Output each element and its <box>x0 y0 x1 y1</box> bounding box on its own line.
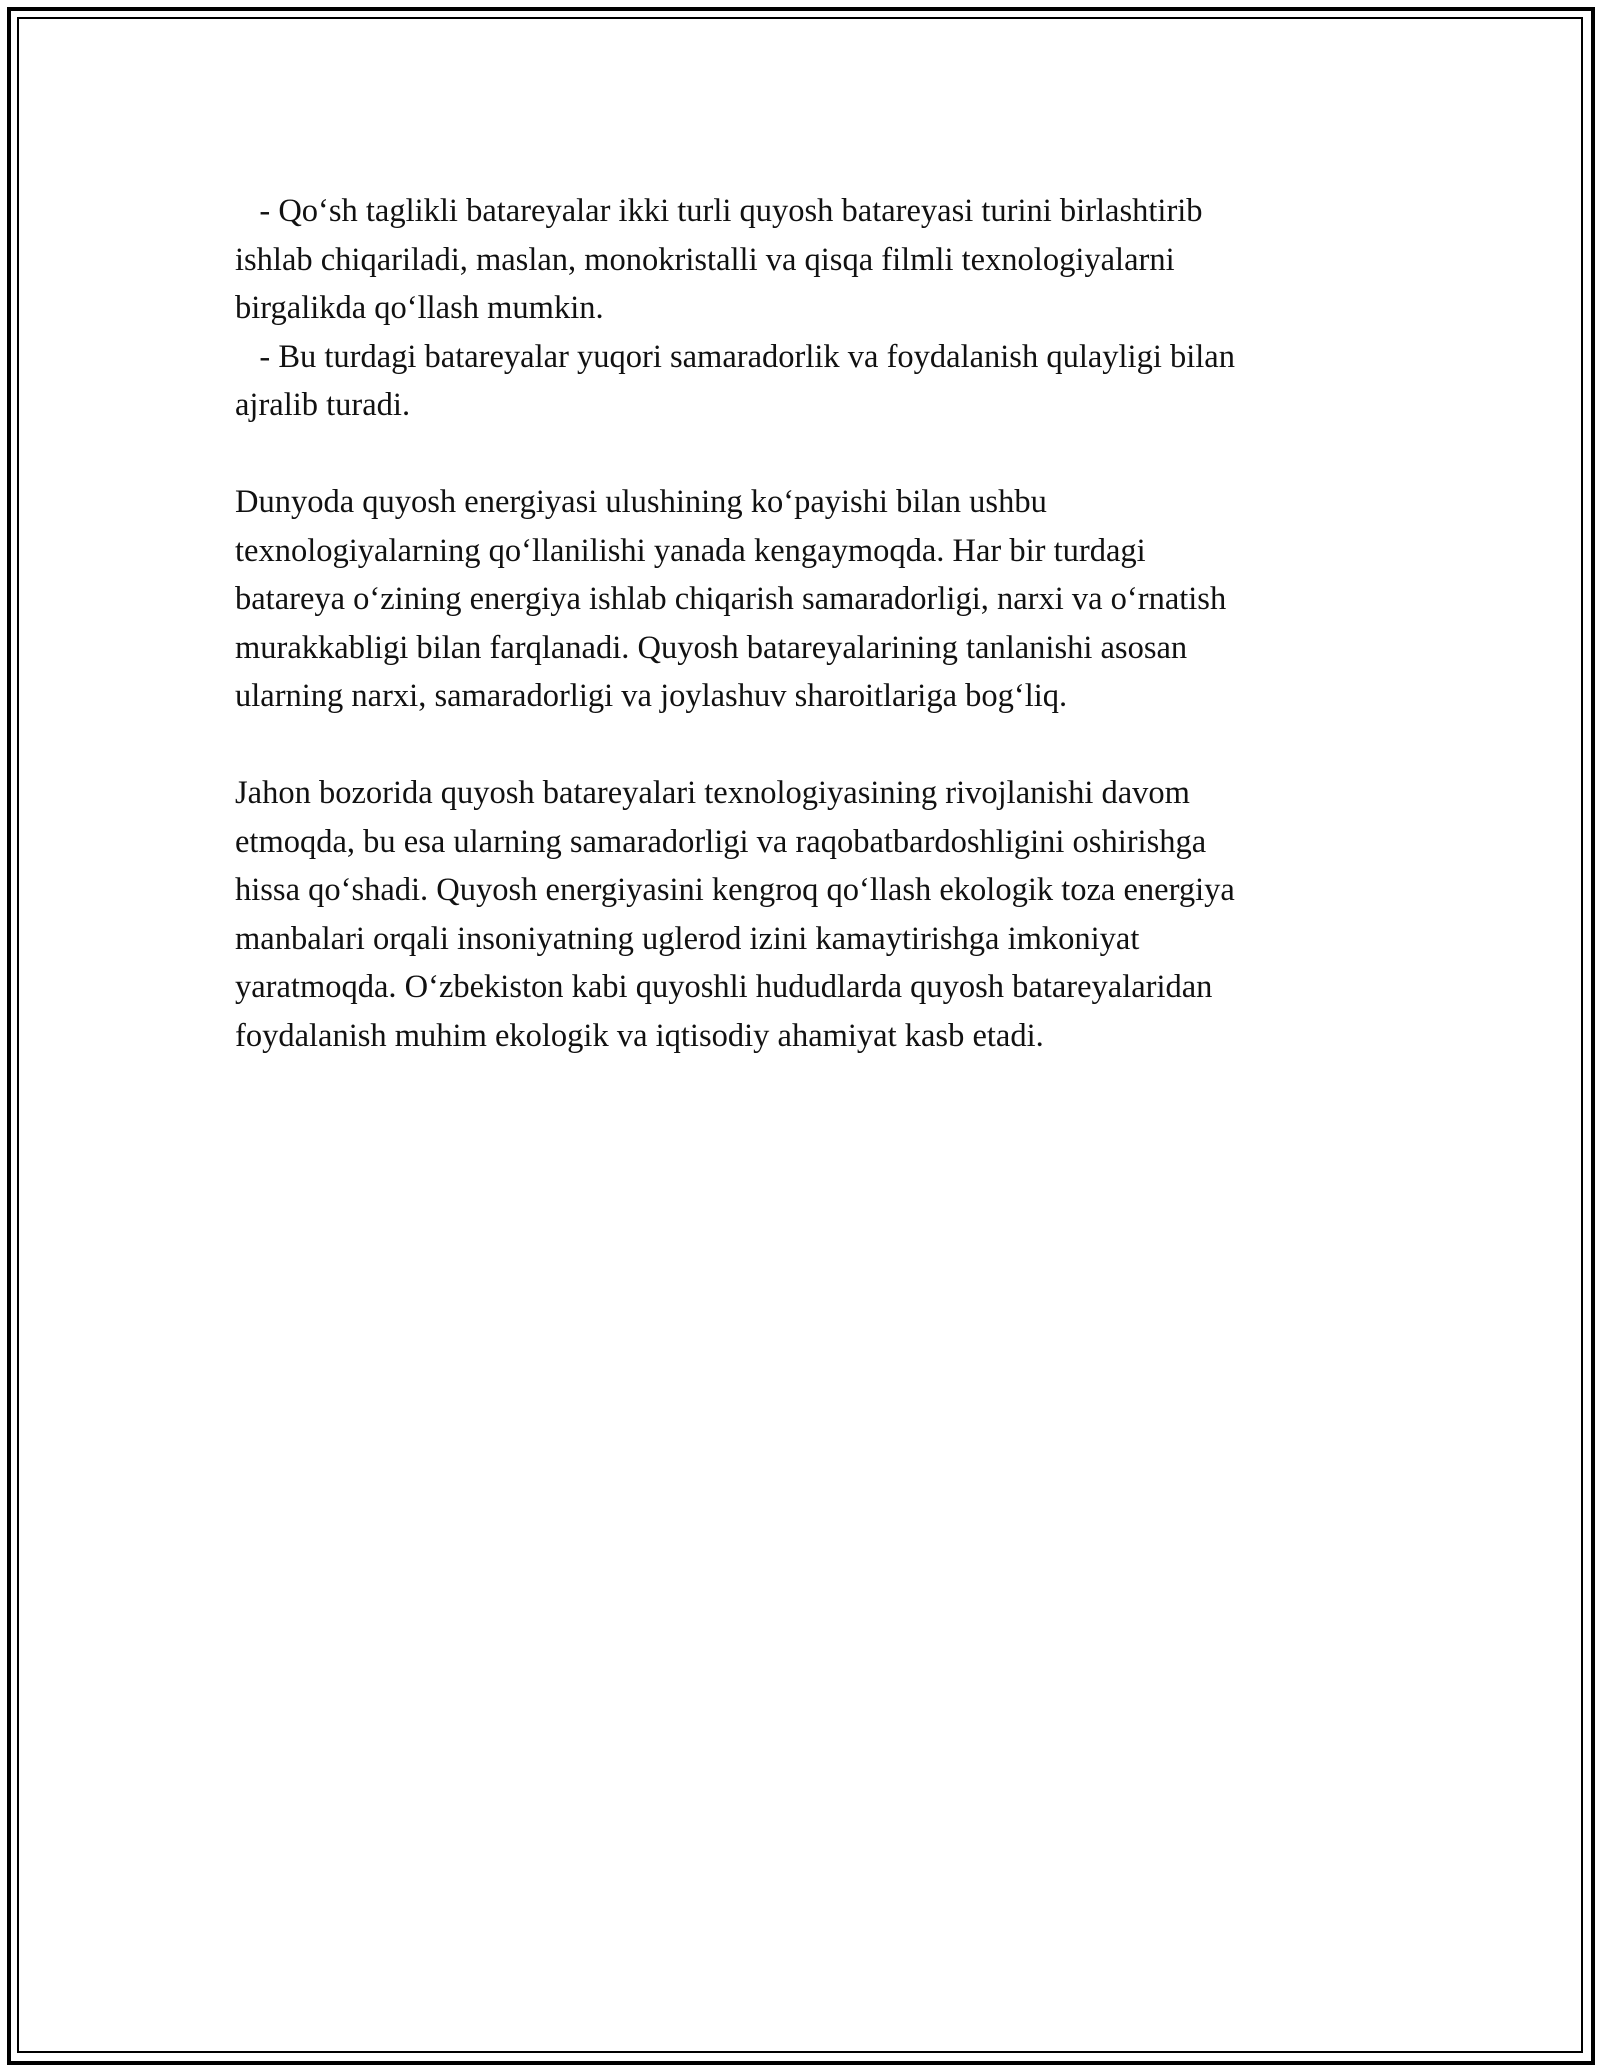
paragraph-world-share: Dunyoda quyosh energiyasi ulushining ko‘payishi bilan ushbu texnologiyalarning qo‘llanilishi yanada kengaymoqda. Har bir turdagi batareya o‘zining energiya ishlab chiqarish samaradorligi, narxi va o‘rnatish murakkabligi bilan farqlanadi. Quyosh batareyalarining tanlanishi asosan ularning narxi, samaradorligi va joylashuv sharoitlariga bog‘liq. <box>235 484 1227 714</box>
paragraph-spacer <box>235 430 1375 479</box>
document-body <box>235 187 1375 1060</box>
paragraph-global-market: Jahon bozorida quyosh batareyalari texnologiyasining rivojlanishi davom etmoqda, bu esa ularning samaradorligi va raqobatbardoshligini oshirishga hissa qo‘shadi. Quyosh energiyasini kengroq qo‘llash ekologik toza energiya manbalari orqali insoniyatning uglerod izini kamaytirishga imkoniyat yaratmoqda. O‘zbekiston kabi quyoshli hududlarda quyosh batareyalaridan foydalanish muhim ekologik va iqtisodiy ahamiyat kasb etadi. <box>235 775 1235 1054</box>
bullet-item-efficiency: - Bu turdagi batareyalar yuqori samaradorlik va foydalanish qulayligi bilan ajralib turadi. <box>235 338 1235 423</box>
paragraph-spacer <box>235 721 1375 770</box>
bullet-item-double-layer: - Qo‘sh taglikli batareyalar ikki turli quyosh batareyasi turini birlashtirib ishlab chiqariladi, maslan, monokristalli va qisqa filmli texnologiyalarni birgalikda qo‘llash mumkin. <box>235 193 1203 326</box>
